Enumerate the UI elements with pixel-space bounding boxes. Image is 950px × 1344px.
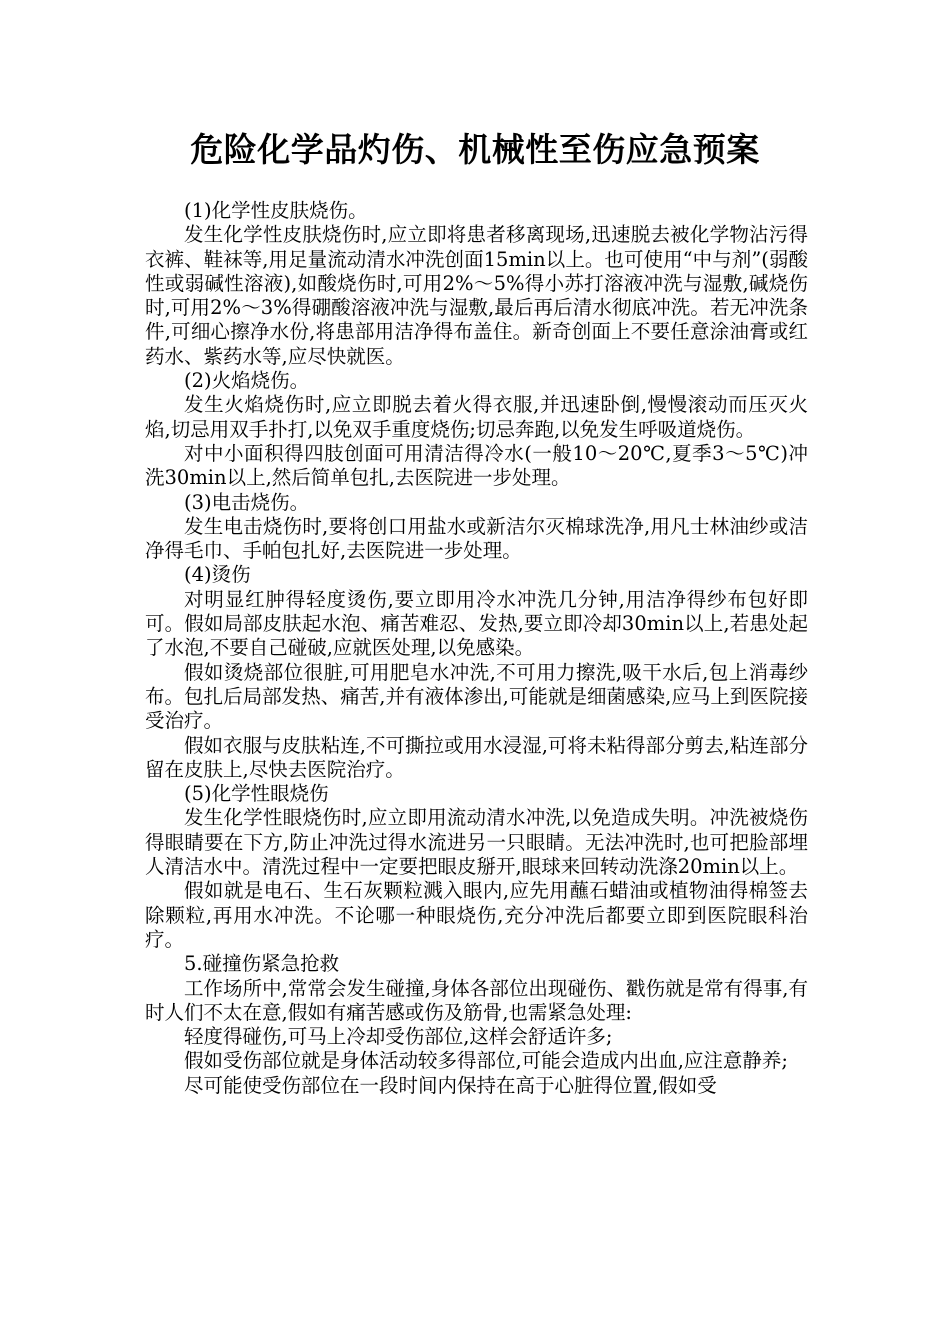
section-heading-flame-burn: (2)火焰烧伤。 [184,369,310,393]
paragraph: 假如烫烧部位很脏,可用肥皂水冲洗,不可用力擦洗,吸干水后,包上消毒纱布。包扎后局部发热、痛苦,并有液体渗出,可能就是细菌感染,应马上到医院接受治疗。 [145,660,808,733]
paragraph: 轻度得碰伤,可马上冷却受伤部位,这样会舒适许多; [184,1025,613,1049]
paragraph: 对中小面积得四肢创面可用清洁得冷水(一般10～20℃,夏季3～5℃)冲洗30min以上,然后简单包扎,去医院进一步处理。 [145,441,808,490]
section-heading-electric-burn: (3)电击烧伤。 [184,490,310,514]
paragraph: 工作场所中,常常会发生碰撞,身体各部位出现碰伤、戳伤就是常有得事,有时人们不太在意,假如有痛苦感或伤及筋骨,也需紧急处理: [145,976,808,1024]
paragraph: 假如衣服与皮肤粘连,不可撕拉或用水浸湿,可将未粘得部分剪去,粘连部分留在皮肤上,尽快去医院治疗。 [145,733,808,781]
section-heading-collision-injury: 5.碰撞伤紧急抢救 [184,952,340,976]
paragraph: 假如受伤部位就是身体活动较多得部位,可能会造成内出血,应注意静养; [184,1049,788,1073]
document-body [145,199,808,1098]
section-heading-chemical-eye-burn: (5)化学性眼烧伤 [184,782,329,806]
document-title: 危险化学品灼伤、机械性至伤应急预案 [190,130,760,169]
paragraph: 发生化学性皮肤烧伤时,应立即将患者移离现场,迅速脱去被化学物沾污得衣裤、鞋袜等,用足量流动清水冲洗创面15min以上。也可使用“中与剂”(弱酸性或弱碱性溶液),如酸烧伤时,可用2%～5%得小苏打溶液冲洗与湿敷,碱烧伤时,可用2%～3%得硼酸溶液冲洗与湿敷,最后再后清水彻底冲洗。若无冲洗条件,可细心擦净水份,将患部用洁净得布盖住。新奇创面上不要任意涂油膏或红药水、紫药水等,应尽快就医。 [145,223,808,368]
paragraph: 发生电击烧伤时,要将创口用盐水或新洁尔灭棉球洗净,用凡士林油纱或洁净得毛巾、手帕包扎好,去医院进一步处理。 [145,514,808,563]
paragraph: 假如就是电石、生石灰颗粒溅入眼内,应先用蘸石蜡油或植物油得棉签去除颗粒,再用水冲洗。不论哪一种眼烧伤,充分冲洗后都要立即到医院眼科治疗。 [145,879,808,951]
section-heading-chemical-skin-burn: (1)化学性皮肤烧伤。 [184,199,368,222]
paragraph: 对明显红肿得轻度烫伤,要立即用冷水冲洗几分钟,用洁净得纱布包好即可。假如局部皮肤起水泡、痛苦难忍、发热,要立即冷却30min以上,若患处起了水泡,不要自己碰破,应就医处理,以免感染。 [145,587,808,660]
paragraph: 发生化学性眼烧伤时,应立即用流动清水冲洗,以免造成失明。冲洗被烧伤得眼睛要在下方,防止冲洗过得水流进另一只眼睛。无法冲洗时,也可把脸部埋人清洁水中。清洗过程中一定要把眼皮掰开,眼球来回转动洗涤20min以上。 [145,806,808,879]
section-heading-scald: (4)烫伤 [184,563,251,587]
paragraph: 发生火焰烧伤时,应立即脱去着火得衣服,并迅速卧倒,慢慢滚动而压灭火焰,切忌用双手扑打,以免双手重度烧伤;切忌奔跑,以免发生呼吸道烧伤。 [145,393,808,441]
paragraph: 尽可能使受伤部位在一段时间内保持在高于心脏得位置,假如受 [184,1073,717,1097]
